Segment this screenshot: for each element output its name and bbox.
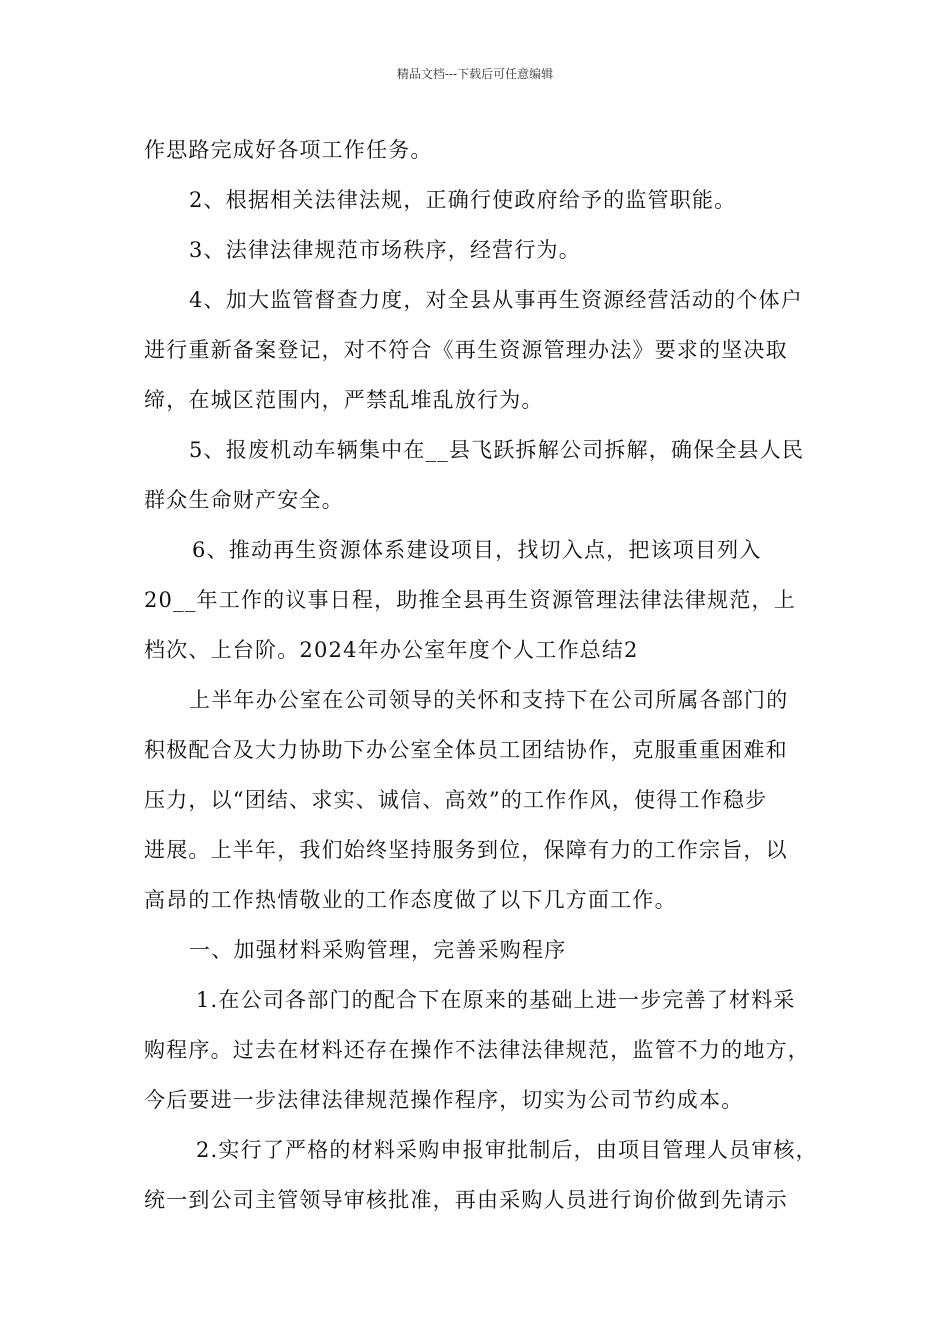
text-line: 2、根据相关法律法规，正确行使政府给予的监管职能。: [189, 188, 737, 212]
text-line: 20__年工作的议事日程，助推全县再生资源管理法律法律规范，上: [144, 588, 796, 612]
text-line: 5、报废机动车辆集中在__县飞跃拆解公司拆解，确保全县人民: [189, 438, 805, 462]
text-line: 缔，在城区范围内，严禁乱堆乱放行为。: [144, 388, 544, 412]
text-line: 进展。上半年，我们始终坚持服务到位，保障有力的工作宗旨，以: [144, 838, 788, 862]
text-line: 群众生命财产安全。: [144, 488, 344, 512]
text-line: 进行重新备案登记，对不符合《再生资源管理办法》要求的坚决取: [144, 338, 788, 362]
section-heading: 一、加强材料采购管理，完善采购程序: [189, 938, 567, 962]
text-line: 积极配合及大力协助下办公室全体员工团结协作，克服重重困难和: [144, 738, 788, 762]
text-line: 今后要进一步法律法律规范操作程序，切实为公司节约成本。: [144, 1088, 744, 1112]
text-line: 3、法律法律规范市场秩序，经营行为。: [189, 238, 581, 262]
text-line: 作思路完成好各项工作任务。: [144, 138, 433, 162]
page-header: 精品文档---下载后可任意编辑: [396, 67, 554, 81]
text-line: 上半年办公室在公司领导的关怀和支持下在公司所属各部门的: [189, 688, 789, 712]
text-line: 高昂的工作热情敬业的工作态度做了以下几方面工作。: [144, 888, 677, 912]
text-line: 统一到公司主管领导审核批准，再由采购人员进行询价做到先请示: [144, 1188, 788, 1212]
text-line: 1.在公司各部门的配合下在原来的基础上进一步完善了材料采: [196, 988, 796, 1012]
text-line: 6、推动再生资源体系建设项目，找切入点，把该项目列入: [192, 538, 762, 562]
text-line: 购程序。过去在材料还存在操作不法律法律规范，监管不力的地方，: [144, 1038, 810, 1062]
text-line: 4、加大监管督查力度，对全县从事再生资源经营活动的个体户: [189, 288, 803, 312]
text-line: 压力，以“团结、求实、诚信、高效”的工作作风，使得工作稳步: [144, 788, 768, 812]
text-line: 2.实行了严格的材料采购申报审批制后，由项目管理人员审核，: [196, 1138, 818, 1162]
text-line: 档次、上台阶。2024年办公室年度个人工作总结2: [144, 638, 639, 662]
